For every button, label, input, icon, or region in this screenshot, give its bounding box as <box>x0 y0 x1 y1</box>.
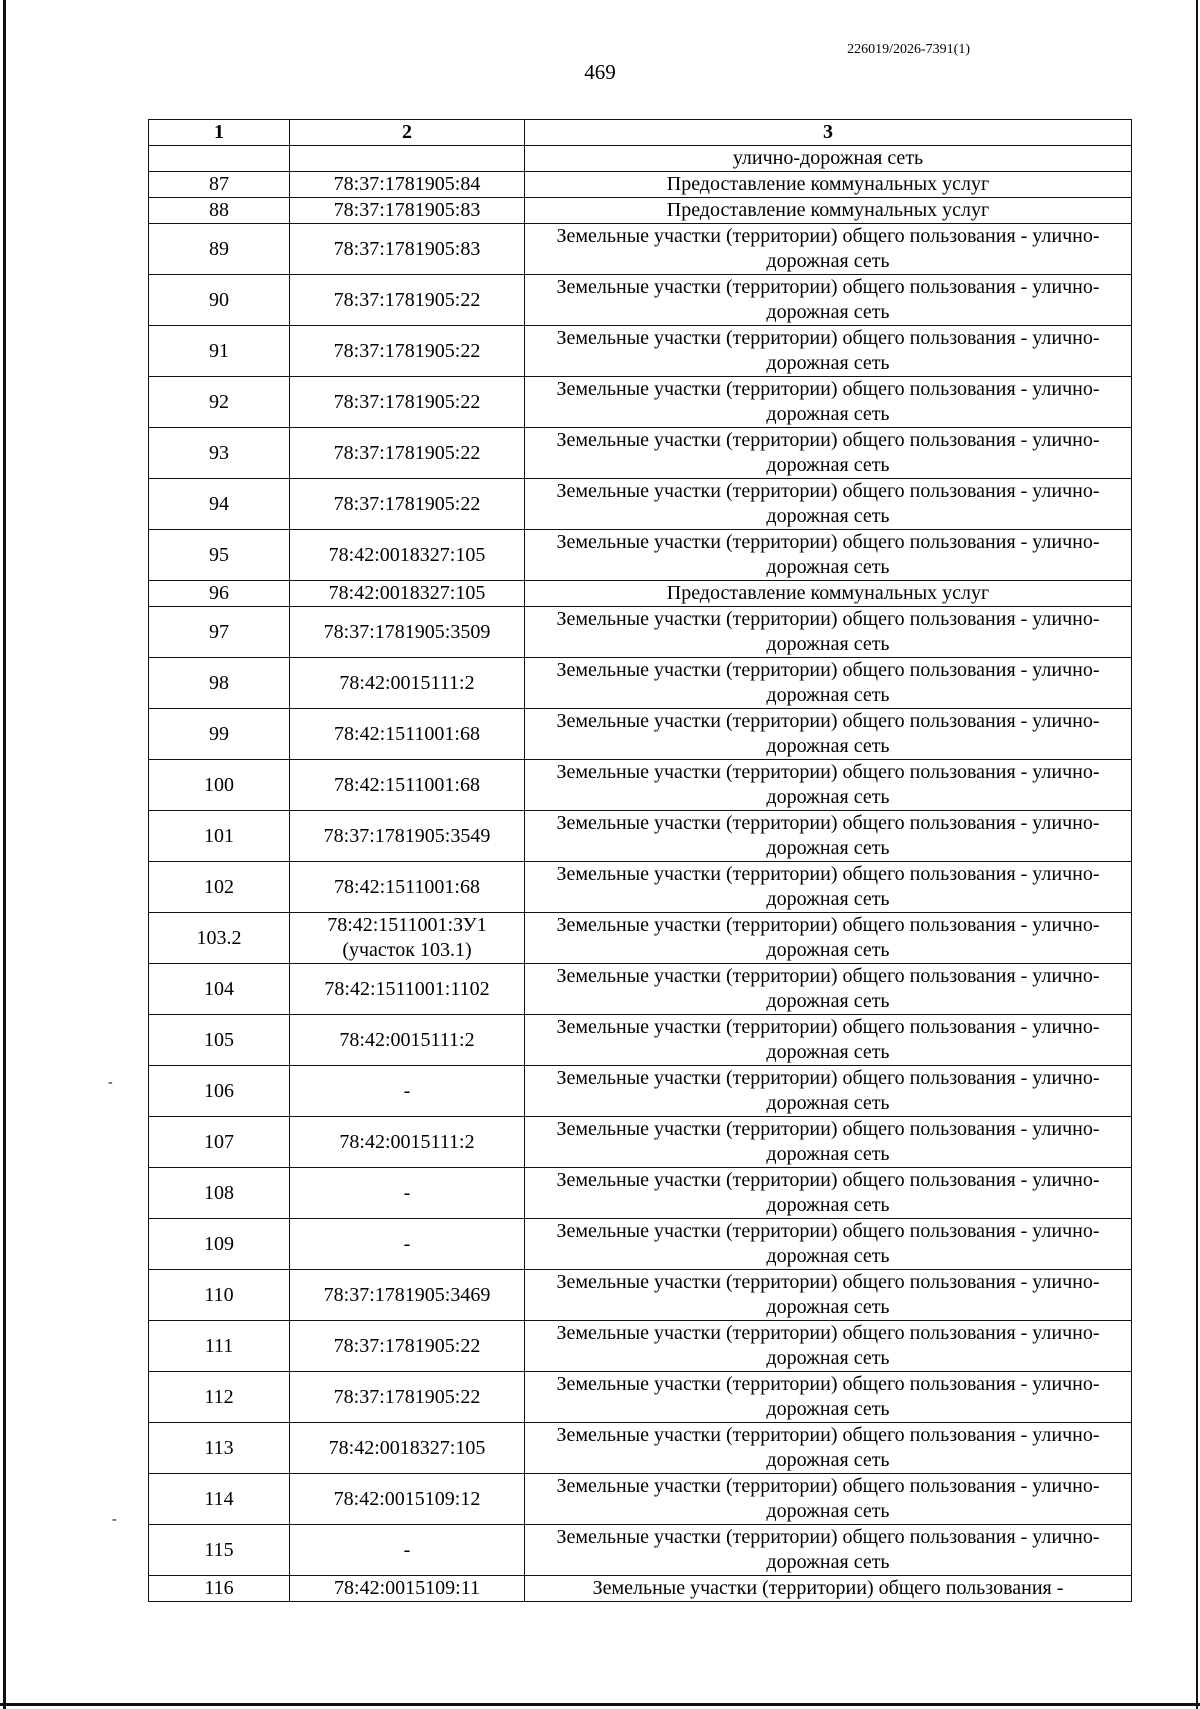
land-use-cell: Земельные участки (территории) общего пользования - улично-дорожная сеть <box>525 1474 1132 1525</box>
table-row <box>149 964 1132 1015</box>
row-number-cell: 91 <box>149 326 290 377</box>
cadastral-number-cell: 78:42:0018327:105 <box>290 1423 525 1474</box>
cadastral-number-cell: 78:42:0015111:2 <box>290 1117 525 1168</box>
row-number-cell: 89 <box>149 224 290 275</box>
cadastral-number-cell: 78:37:1781905:22 <box>290 326 525 377</box>
row-number-cell: 110 <box>149 1270 290 1321</box>
cadastral-number-cell: 78:42:0015109:12 <box>290 1474 525 1525</box>
row-number-cell: 106 <box>149 1066 290 1117</box>
cadastral-number-cell: 78:37:1781905:83 <box>290 198 525 224</box>
table-row <box>149 1474 1132 1525</box>
column-header: 1 <box>149 120 290 146</box>
row-number-cell: 113 <box>149 1423 290 1474</box>
land-use-cell: Земельные участки (территории) общего пользования - улично-дорожная сеть <box>525 1117 1132 1168</box>
cadastral-number-cell: 78:42:0015111:2 <box>290 1015 525 1066</box>
row-number-cell: 87 <box>149 172 290 198</box>
row-number-cell: 112 <box>149 1372 290 1423</box>
cadastral-number-cell: 78:42:1511001:68 <box>290 760 525 811</box>
cadastral-number-cell: 78:42:0015111:2 <box>290 658 525 709</box>
table-row <box>149 1219 1132 1270</box>
cadastral-number-cell: 78:37:1781905:22 <box>290 275 525 326</box>
cadastral-number-cell <box>290 146 525 172</box>
row-number-cell: 99 <box>149 709 290 760</box>
scan-speck: - <box>108 1075 113 1090</box>
row-number-cell: 104 <box>149 964 290 1015</box>
row-number-cell: 109 <box>149 1219 290 1270</box>
land-use-cell: Земельные участки (территории) общего пользования - улично-дорожная сеть <box>525 811 1132 862</box>
cadastral-number-cell: 78:37:1781905:3509 <box>290 607 525 658</box>
cadastral-number-cell: 78:37:1781905:22 <box>290 479 525 530</box>
table-row <box>149 811 1132 862</box>
table-row <box>149 1168 1132 1219</box>
table-row <box>149 1525 1132 1576</box>
row-number-cell: 93 <box>149 428 290 479</box>
table-row <box>149 326 1132 377</box>
cadastral-number-cell: 78:42:0018327:105 <box>290 530 525 581</box>
row-number-cell: 90 <box>149 275 290 326</box>
table-row <box>149 913 1132 964</box>
table-row <box>149 760 1132 811</box>
row-number-cell <box>149 146 290 172</box>
column-header: 3 <box>525 120 1132 146</box>
cadastral-number-cell: 78:37:1781905:3469 <box>290 1270 525 1321</box>
cadastral-number-cell: 78:42:1511001:1102 <box>290 964 525 1015</box>
table-row <box>149 1117 1132 1168</box>
land-use-cell: Земельные участки (территории) общего пользования - улично-дорожная сеть <box>525 1270 1132 1321</box>
cadastral-number-cell: 78:37:1781905:83 <box>290 224 525 275</box>
scan-speck: - <box>112 1512 117 1527</box>
row-number-cell: 114 <box>149 1474 290 1525</box>
row-number-cell: 105 <box>149 1015 290 1066</box>
cadastral-number-cell: 78:37:1781905:22 <box>290 1372 525 1423</box>
land-use-cell: улично-дорожная сеть <box>525 146 1132 172</box>
row-number-cell: 94 <box>149 479 290 530</box>
cadastral-number-cell: 78:42:1511001:68 <box>290 862 525 913</box>
cadastral-number-cell: - <box>290 1219 525 1270</box>
land-use-cell: Предоставление коммунальных услуг <box>525 172 1132 198</box>
land-use-cell: Земельные участки (территории) общего пользования - улично-дорожная сеть <box>525 658 1132 709</box>
table-row <box>149 709 1132 760</box>
row-number-cell: 88 <box>149 198 290 224</box>
cadastral-number-cell: - <box>290 1168 525 1219</box>
cadastral-number-cell: 78:37:1781905:22 <box>290 428 525 479</box>
land-use-cell: Земельные участки (территории) общего пользования - улично-дорожная сеть <box>525 1219 1132 1270</box>
table-row <box>149 862 1132 913</box>
table-row <box>149 198 1132 224</box>
table-row <box>149 428 1132 479</box>
table-row <box>149 1321 1132 1372</box>
land-use-cell: Земельные участки (территории) общего пользования - улично-дорожная сеть <box>525 479 1132 530</box>
land-use-table <box>148 119 1132 1602</box>
row-number-cell: 102 <box>149 862 290 913</box>
table-row <box>149 530 1132 581</box>
cadastral-number-cell: 78:37:1781905:22 <box>290 1321 525 1372</box>
land-use-cell: Земельные участки (территории) общего пользования - улично-дорожная сеть <box>525 913 1132 964</box>
land-use-cell: Земельные участки (территории) общего пользования - улично-дорожная сеть <box>525 760 1132 811</box>
table-row <box>149 658 1132 709</box>
land-use-cell: Земельные участки (территории) общего пользования - улично-дорожная сеть <box>525 1525 1132 1576</box>
page-number: 469 <box>584 60 616 84</box>
scan-edge-bottom <box>0 1703 1200 1706</box>
land-use-cell: Земельные участки (территории) общего пользования - улично-дорожная сеть <box>525 1321 1132 1372</box>
table-row <box>149 607 1132 658</box>
scan-edge-right <box>1196 0 1198 1709</box>
table-body <box>149 146 1132 1602</box>
table-row <box>149 172 1132 198</box>
land-use-cell: Земельные участки (территории) общего пользования - улично-дорожная сеть <box>525 709 1132 760</box>
row-number-cell: 115 <box>149 1525 290 1576</box>
cadastral-number-cell: 78:37:1781905:84 <box>290 172 525 198</box>
cadastral-number-cell: - <box>290 1066 525 1117</box>
table-row <box>149 146 1132 172</box>
land-use-cell: Земельные участки (территории) общего пользования - улично-дорожная сеть <box>525 964 1132 1015</box>
row-number-cell: 103.2 <box>149 913 290 964</box>
land-use-cell: Земельные участки (территории) общего пользования - улично-дорожная сеть <box>525 1066 1132 1117</box>
land-use-cell: Земельные участки (территории) общего пользования - улично-дорожная сеть <box>525 862 1132 913</box>
row-number-cell: 92 <box>149 377 290 428</box>
row-number-cell: 111 <box>149 1321 290 1372</box>
row-number-cell: 108 <box>149 1168 290 1219</box>
land-use-cell: Земельные участки (территории) общего пользования - улично-дорожная сеть <box>525 326 1132 377</box>
table-row <box>149 479 1132 530</box>
row-number-cell: 95 <box>149 530 290 581</box>
table-row <box>149 1372 1132 1423</box>
land-use-cell: Предоставление коммунальных услуг <box>525 581 1132 607</box>
row-number-cell: 116 <box>149 1576 290 1602</box>
table-row <box>149 224 1132 275</box>
land-use-cell: Земельные участки (территории) общего пользования - улично-дорожная сеть <box>525 1168 1132 1219</box>
document-id: 226019/2026-7391(1) <box>847 42 970 57</box>
cadastral-number-cell: 78:42:1511001:68 <box>290 709 525 760</box>
cadastral-number-cell: 78:37:1781905:3549 <box>290 811 525 862</box>
land-use-cell: Земельные участки (территории) общего пользования - улично-дорожная сеть <box>525 607 1132 658</box>
row-number-cell: 96 <box>149 581 290 607</box>
row-number-cell: 97 <box>149 607 290 658</box>
land-use-cell: Земельные участки (территории) общего пользования - улично-дорожная сеть <box>525 275 1132 326</box>
land-use-cell: Земельные участки (территории) общего пользования - улично-дорожная сеть <box>525 1015 1132 1066</box>
table-row <box>149 1015 1132 1066</box>
table-row <box>149 275 1132 326</box>
table-row <box>149 1423 1132 1474</box>
table-header-row <box>149 120 1132 146</box>
land-use-cell: Земельные участки (территории) общего пользования - <box>525 1576 1132 1602</box>
table-row <box>149 1270 1132 1321</box>
land-use-cell: Земельные участки (территории) общего пользования - улично-дорожная сеть <box>525 224 1132 275</box>
cadastral-number-cell: 78:42:1511001:ЗУ1 (участок 103.1) <box>290 913 525 964</box>
column-header: 2 <box>290 120 525 146</box>
table-row <box>149 377 1132 428</box>
row-number-cell: 107 <box>149 1117 290 1168</box>
scan-edge-left <box>3 0 6 1709</box>
land-use-cell: Предоставление коммунальных услуг <box>525 198 1132 224</box>
table-row <box>149 581 1132 607</box>
row-number-cell: 98 <box>149 658 290 709</box>
row-number-cell: 101 <box>149 811 290 862</box>
table-row <box>149 1576 1132 1602</box>
row-number-cell: 100 <box>149 760 290 811</box>
table-row <box>149 1066 1132 1117</box>
cadastral-number-cell: 78:37:1781905:22 <box>290 377 525 428</box>
land-use-cell: Земельные участки (территории) общего пользования - улично-дорожная сеть <box>525 1423 1132 1474</box>
land-use-cell: Земельные участки (территории) общего пользования - улично-дорожная сеть <box>525 1372 1132 1423</box>
land-use-cell: Земельные участки (территории) общего пользования - улично-дорожная сеть <box>525 530 1132 581</box>
cadastral-number-cell: 78:42:0018327:105 <box>290 581 525 607</box>
cadastral-number-cell: - <box>290 1525 525 1576</box>
land-use-cell: Земельные участки (территории) общего пользования - улично-дорожная сеть <box>525 377 1132 428</box>
cadastral-number-cell: 78:42:0015109:11 <box>290 1576 525 1602</box>
land-use-cell: Земельные участки (территории) общего пользования - улично-дорожная сеть <box>525 428 1132 479</box>
